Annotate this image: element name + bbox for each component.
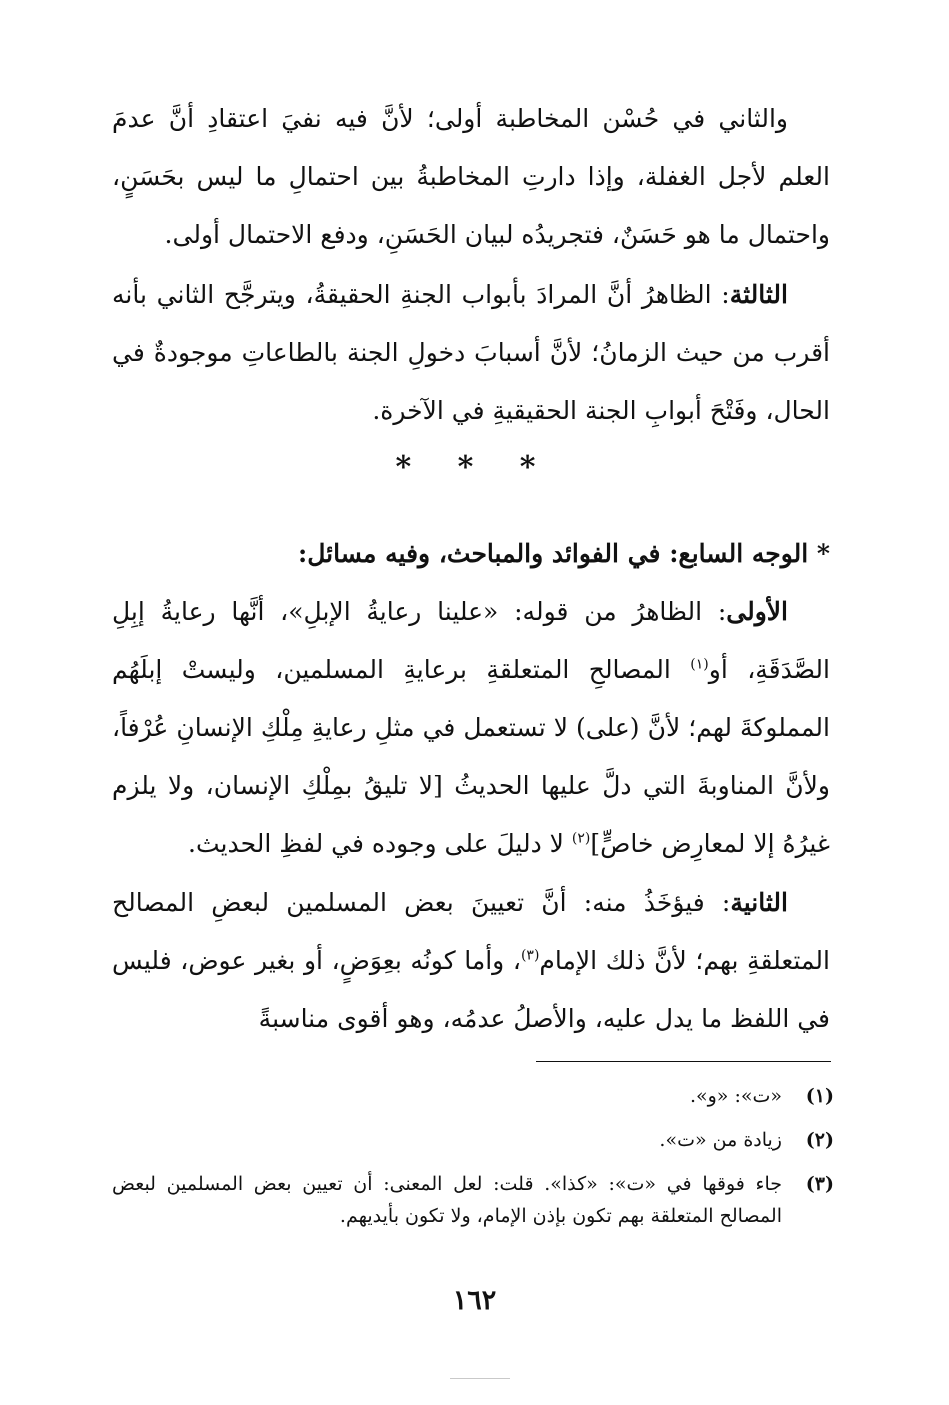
paragraph-lead-word: الثالثة — [729, 280, 788, 309]
paragraph-body: : فيؤخَذُ منه: أنَّ تعيينَ بعض المسلمين لبعضِ المصالح المتعلقةِ بهم؛ لأنَّ ذلك الإمام — [112, 888, 830, 975]
paragraph-body: ، وأما كونُه بعِوَضٍ، أو بغير عوض، فليس في اللفظ ما يدل عليه، والأصلُ عدمُه، وهو أقوى مناسبةً — [112, 946, 830, 1033]
scan-mark — [450, 1378, 510, 1379]
paragraph-body: : الظاهرُ أنَّ المرادَ بأبواب الجنةِ الحقيقةُ، ويترجَّح الثاني بأنه أقرب من حيث الزمانُ؛ لأنَّ أسبابَ دخولِ الجنة بالطاعاتِ موجودةٌ في الحال، وفَتْحَ أبوابِ الجنة الحقيقيةِ في الآخرة. — [112, 280, 830, 425]
footnotes — [112, 1080, 834, 1244]
footnote-text: «ت»: «و». — [689, 1085, 782, 1107]
paragraph-first-issue — [112, 583, 830, 873]
footnote-number: (١) — [805, 1085, 834, 1107]
paragraph-second-opinion — [112, 90, 830, 264]
footnote-text: زيادة من «ت». — [659, 1129, 782, 1151]
paragraph-text — [112, 583, 830, 873]
footnote-number: (٣) — [805, 1173, 834, 1195]
paragraph-body: المصالحِ المتعلقةِ برعايةِ المسلمين، وليستْ إبلَهُم المملوكةَ لهم؛ لأنَّ (على) لا تستعمل في مثلِ رعايةِ مِلْكِ الإنسانِ عُرْفاً، ولأنَّ المناوبةَ التي دلَّ عليها الحديثُ [لا تليقُ بمِلْكِ الإنسان، ولا يلزم غيرُهُ إلا لمعارِض خاصٍّ] — [112, 655, 830, 858]
section-heading: * الوجه السابع: في الفوائد والمباحث، وفيه مسائل: — [298, 539, 830, 568]
footnote-ref: (٢) — [571, 830, 591, 847]
footnote-ref: (٣) — [520, 947, 540, 964]
footnote-number: (٢) — [805, 1129, 834, 1151]
paragraph-text — [112, 874, 830, 1048]
paragraph-second-issue — [112, 874, 830, 1048]
footnote — [112, 1080, 834, 1112]
paragraph-third — [112, 266, 830, 440]
paragraph-body: لا دليلَ على وجوده في لفظِ الحديث. — [188, 829, 572, 858]
footnote-ref: (١) — [690, 656, 709, 673]
footnote — [112, 1124, 834, 1156]
paragraph-lead-word: الثانية — [730, 888, 788, 917]
footnote-text: جاء فوقها في «ت»: «كذا». قلت: لعل المعنى: أن تعيين بعض المسلمين لبعض المصالح المتعلقة بهم تكون بإذن الإمام، ولا تكون بأيديهم. — [112, 1173, 782, 1227]
paragraph-body: : الظاهرُ من قوله: «علينا رعايةُ الإبلِ»، أنَّها رعايةُ إبِلِ الصَّدَقَةِ، أو — [112, 597, 830, 684]
section-separator: * * * — [395, 450, 554, 485]
page-number: ١٦٢ — [452, 1285, 497, 1316]
paragraph-lead-word: الأولى — [726, 597, 788, 626]
footnote-divider — [536, 1061, 831, 1062]
paragraph-text: والثاني في حُسْن المخاطبة أولى؛ لأنَّ فيه نفيَ اعتقادِ أنَّ عدمَ العلم لأجل الغفلة، وإذا دارتِ المخاطبةُ بين احتمالِ ما ليس بحَسَنٍ، واحتمال ما هو حَسَنٌ، فتجريدُه لبيان الحَسَنِ، ودفع الاحتمال أولى. — [112, 104, 830, 249]
footnote — [112, 1168, 834, 1232]
paragraph-text — [112, 266, 830, 440]
